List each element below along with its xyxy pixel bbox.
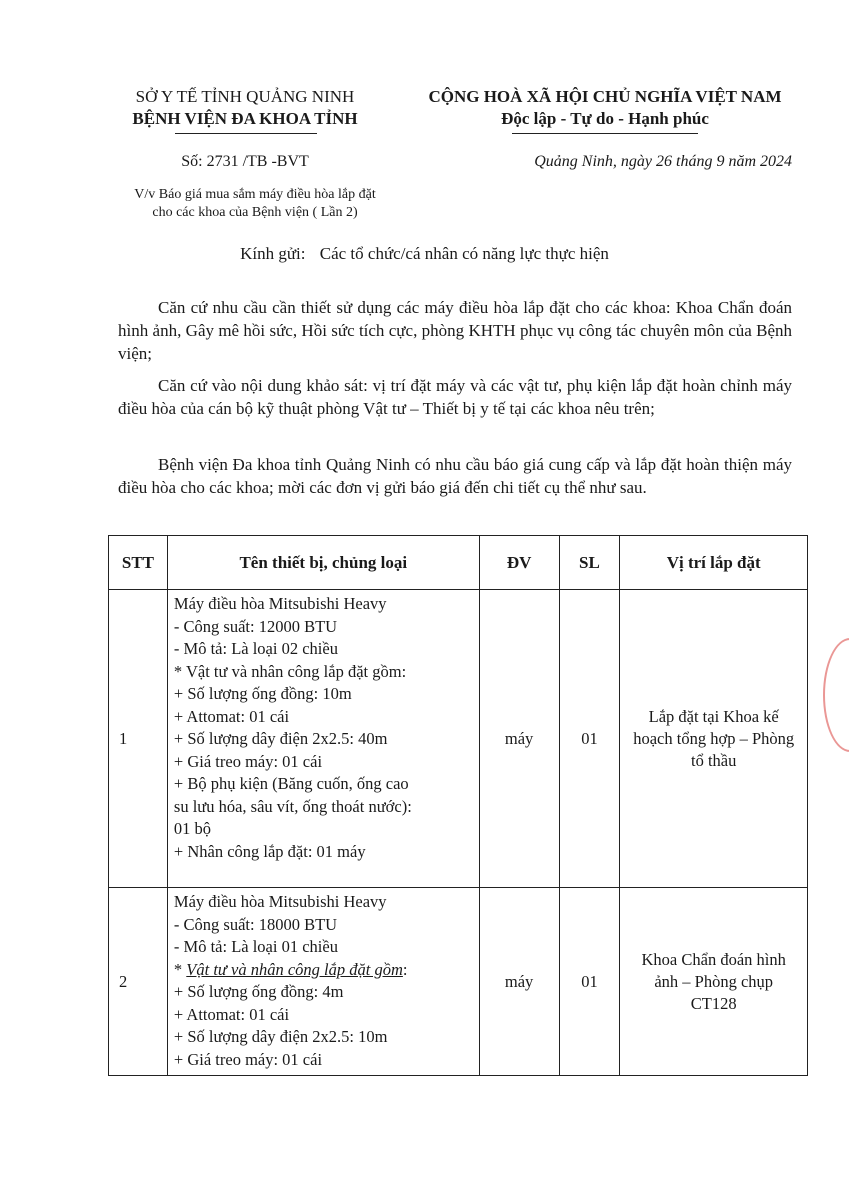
desc-line: - Mô tả: Là loại 01 chiều [173, 937, 338, 956]
paragraph-1: Căn cứ nhu cầu cần thiết sử dụng các máy điều hòa lắp đặt cho các khoa: Khoa Chẩn đoán hình ảnh, Gây mê hồi sức, Hồi sức tích cực, phòng KHTH phục vụ công tác chuyên môn của Bệnh viện; [118, 298, 792, 363]
paragraph-2: Căn cứ vào nội dung khảo sát: vị trí đặt máy và các vật tư, phụ kiện lắp đặt hoàn chỉnh máy điều hòa của cán bộ kỹ thuật phòng Vật tư – Thiết bị y tế tại các khoa nêu trên; [118, 376, 792, 418]
recipient-line [0, 244, 849, 264]
desc-line: 01 bộ [173, 819, 212, 838]
recipient-label: Kính gửi: [240, 244, 306, 263]
desc-line: + Số lượng ống đồng: 4m [173, 982, 344, 1001]
document-subject [105, 186, 405, 222]
table-row [109, 590, 808, 888]
motto: Độc lập - Tự do - Hạnh phúc [501, 109, 709, 128]
desc-line: - Mô tả: Là loại 02 chiều [173, 639, 338, 658]
desc-line: su lưu hóa, sâu vít, ống thoát nước): [173, 796, 412, 816]
paragraph-3: Bệnh viện Đa khoa tỉnh Quảng Ninh có nhu cầu báo giá cung cấp và lắp đặt hoàn thiện máy điều hòa cho các khoa; mời các đơn vị gửi báo giá đến chi tiết cụ thể như sau. [118, 455, 792, 497]
desc-line: * Vật tư và nhân công lắp đặt gồm: [173, 959, 408, 979]
official-stamp-partial [823, 638, 849, 752]
recipient-value: Các tổ chức/cá nhân có năng lực thực hiện [319, 244, 609, 263]
desc-line: + Attomat: 01 cái [173, 706, 290, 726]
row-stt: 1 [109, 590, 168, 888]
nation-name: CỘNG HOÀ XÃ HỘI CHỦ NGHĨA VIỆT NAM [428, 87, 782, 106]
desc-line: + Số lượng dây điện 2x2.5: 40m [173, 729, 388, 748]
table-row [109, 888, 808, 1076]
row-quantity: 01 [559, 888, 620, 1076]
desc-line: + Giá treo máy: 01 cái [173, 751, 323, 771]
desc-line: Máy điều hòa Mitsubishi Heavy [173, 594, 387, 613]
subject-line-1: V/v Báo giá mua sắm máy điều hòa lắp đặt [134, 187, 376, 202]
row-location: Lắp đặt tại Khoa kế hoạch tổng hợp – Phòng tổ thầu [620, 590, 808, 888]
document-date: Quảng Ninh, ngày 26 tháng 9 năm 2024 [534, 153, 792, 170]
table-header-row [109, 536, 808, 590]
row-location: Khoa Chẩn đoán hình ảnh – Phòng chụp CT128 [620, 888, 808, 1076]
org-hospital: BỆNH VIỆN ĐA KHOA TỈNH [132, 109, 358, 128]
row-quantity: 01 [559, 590, 620, 888]
desc-line: + Số lượng ống đồng: 10m [173, 684, 352, 703]
subject-line-2: cho các khoa của Bệnh viện ( Lần 2) [152, 205, 358, 220]
row-unit: máy [479, 590, 559, 888]
desc-line: Máy điều hòa Mitsubishi Heavy [173, 892, 387, 911]
desc-line: + Bộ phụ kiện (Băng cuốn, ống cao [173, 774, 409, 793]
row-description [167, 888, 479, 1076]
header-dv: ĐV [479, 536, 559, 590]
row-description [167, 590, 479, 888]
equipment-table [108, 535, 808, 1076]
desc-line: + Nhân công lắp đặt: 01 máy [173, 841, 366, 861]
row-unit: máy [479, 888, 559, 1076]
document-number: Số: 2731 /TB -BVT [181, 153, 309, 170]
motto-underline [512, 133, 698, 134]
desc-line: * Vật tư và nhân công lắp đặt gồm: [173, 661, 407, 681]
header-name: Tên thiết bị, chủng loại [167, 536, 479, 590]
header-stt: STT [109, 536, 168, 590]
header-sl: SL [559, 536, 620, 590]
header-location: Vị trí lắp đặt [620, 536, 808, 590]
desc-line-emphasis: Vật tư và nhân công lắp đặt gồm [186, 959, 403, 979]
desc-line: - Công suất: 18000 BTU [173, 914, 338, 934]
issuing-organization [100, 86, 390, 130]
desc-line: + Attomat: 01 cái [173, 1004, 290, 1024]
national-motto [400, 86, 810, 130]
org-underline [175, 133, 317, 134]
org-department: SỞ Y TẾ TỈNH QUẢNG NINH [135, 87, 355, 106]
row-stt: 2 [109, 888, 168, 1076]
desc-line: - Công suất: 12000 BTU [173, 616, 338, 636]
desc-line: + Số lượng dây điện 2x2.5: 10m [173, 1027, 388, 1046]
desc-line: + Giá treo máy: 01 cái [173, 1049, 323, 1069]
